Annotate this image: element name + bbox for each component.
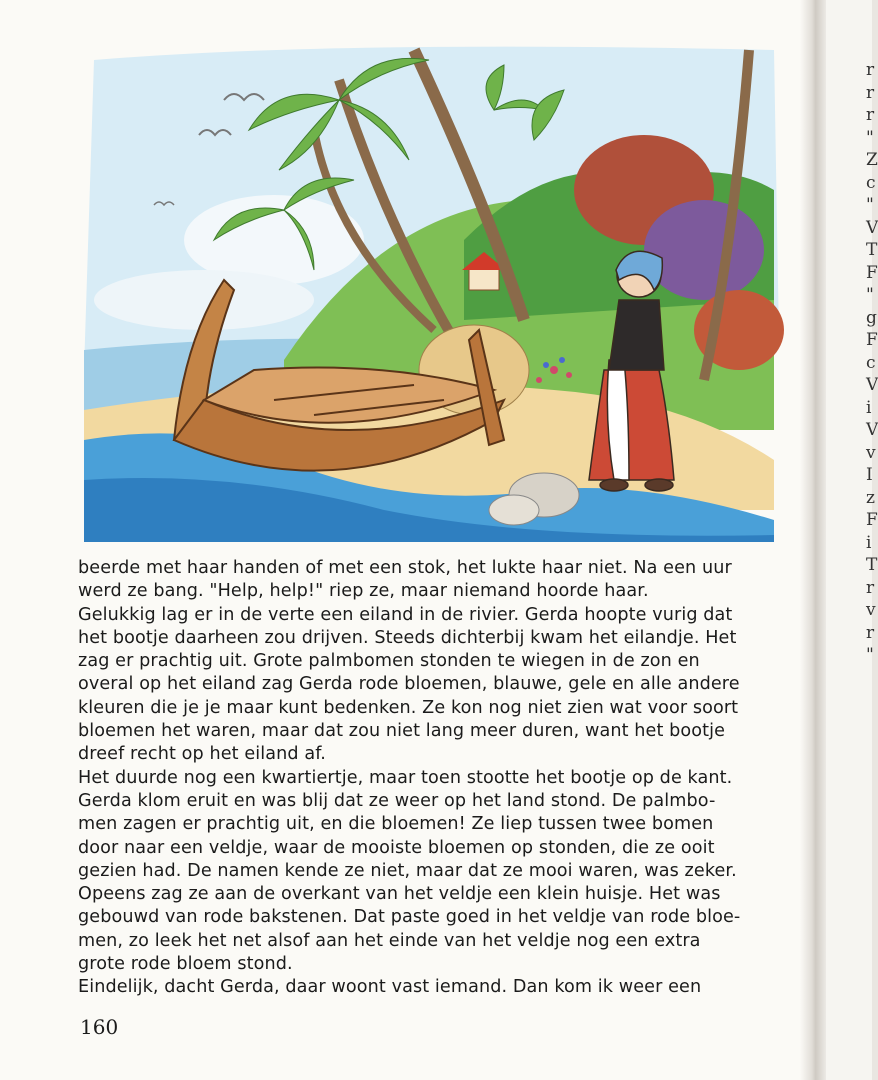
page-number: 160 bbox=[80, 1015, 119, 1039]
next-page-fragment: r bbox=[866, 105, 875, 125]
next-page-fragment: " bbox=[866, 645, 874, 665]
text-line: Het duurde nog een kwartiertje, maar toen stootte het bootje op de kant. bbox=[78, 767, 733, 788]
text-line: bloemen het waren, maar dat zou niet lang meer duren, want het bootje bbox=[78, 721, 726, 742]
book-gutter bbox=[800, 0, 826, 1080]
next-page-fragment: v bbox=[866, 600, 876, 620]
next-page-fragment: z bbox=[866, 487, 875, 508]
text-line: Opeens zag ze aan de overkant van het veldje een klein huisje. Het was bbox=[78, 884, 721, 905]
text-line: kleuren die je je maar kunt bedenken. Ze kon nog niet zien wat voor soort bbox=[78, 697, 739, 718]
next-page-fragment: c bbox=[866, 352, 876, 373]
next-page-fragment: V bbox=[866, 375, 878, 395]
text-line: men zagen er prachtig uit, en die bloemen! Ze liep tussen twee bomen bbox=[78, 814, 714, 835]
next-page-fragment: r bbox=[866, 82, 875, 103]
text-line: Gelukkig lag er in de verte een eiland in de rivier. Gerda hoopte vurig dat bbox=[78, 604, 733, 625]
text-line: Gerda klom eruit en was blij dat ze weer op het land stond. De palmbo- bbox=[78, 790, 716, 811]
next-page-fragment: T bbox=[866, 240, 878, 260]
island-boat-girl-illustration-icon bbox=[84, 40, 784, 542]
story-text bbox=[78, 557, 786, 1000]
story-illustration bbox=[84, 40, 784, 542]
text-line: gezien had. De namen kende ze niet, maar dat ze mooi waren, was zeker. bbox=[78, 860, 737, 881]
next-page-fragment: r bbox=[866, 622, 875, 643]
next-page-edge bbox=[826, 0, 878, 1080]
text-line: overal op het eiland zag Gerda rode bloemen, blauwe, gele en alle andere bbox=[78, 674, 740, 695]
next-page-fragment: F bbox=[866, 510, 878, 530]
next-page-fragment: Z bbox=[866, 150, 878, 170]
next-page-fragment: " bbox=[866, 285, 874, 305]
next-page-fragment: V bbox=[866, 420, 878, 440]
next-page-fragment: " bbox=[866, 195, 874, 215]
text-line: door naar een veldje, waar de mooiste bloemen op stonden, die ze ooit bbox=[78, 837, 715, 858]
text-line: werd ze bang. "Help, help!" riep ze, maar niemand hoorde haar. bbox=[78, 581, 649, 602]
next-page-fragment: r bbox=[866, 60, 875, 80]
next-page-fragment: F bbox=[866, 262, 878, 283]
next-page-fragment: v bbox=[866, 442, 876, 463]
next-page-fragment: V bbox=[866, 217, 878, 238]
next-page-fragment: i bbox=[866, 532, 872, 553]
next-page-fragment: T bbox=[866, 555, 878, 575]
text-line: dreef recht op het eiland af. bbox=[78, 744, 326, 765]
text-line: het bootje daarheen zou drijven. Steeds dichterbij kwam het eilandje. Het bbox=[78, 627, 737, 648]
text-line: gebouwd van rode bakstenen. Dat paste goed in het veldje van rode bloe- bbox=[78, 907, 741, 928]
next-page-fragment: c bbox=[866, 172, 876, 193]
next-page-fragment: " bbox=[866, 127, 874, 148]
text-line: Eindelijk, dacht Gerda, daar woont vast iemand. Dan kom ik weer een bbox=[78, 977, 702, 998]
next-page-fragment: F bbox=[866, 330, 878, 350]
text-line: men, zo leek het net alsof aan het einde van het veldje nog een extra bbox=[78, 930, 701, 951]
next-page-fragment: i bbox=[866, 397, 872, 418]
text-line: grote rode bloem stond. bbox=[78, 954, 293, 975]
next-page-fragment: r bbox=[866, 577, 875, 598]
text-line: zag er prachtig uit. Grote palmbomen stonden te wiegen in de zon en bbox=[78, 651, 700, 672]
next-page-fragment: g bbox=[866, 307, 877, 328]
next-page-fragment: I bbox=[866, 465, 873, 485]
text-line: beerde met haar handen of met een stok, het lukte haar niet. Na een uur bbox=[78, 558, 732, 578]
